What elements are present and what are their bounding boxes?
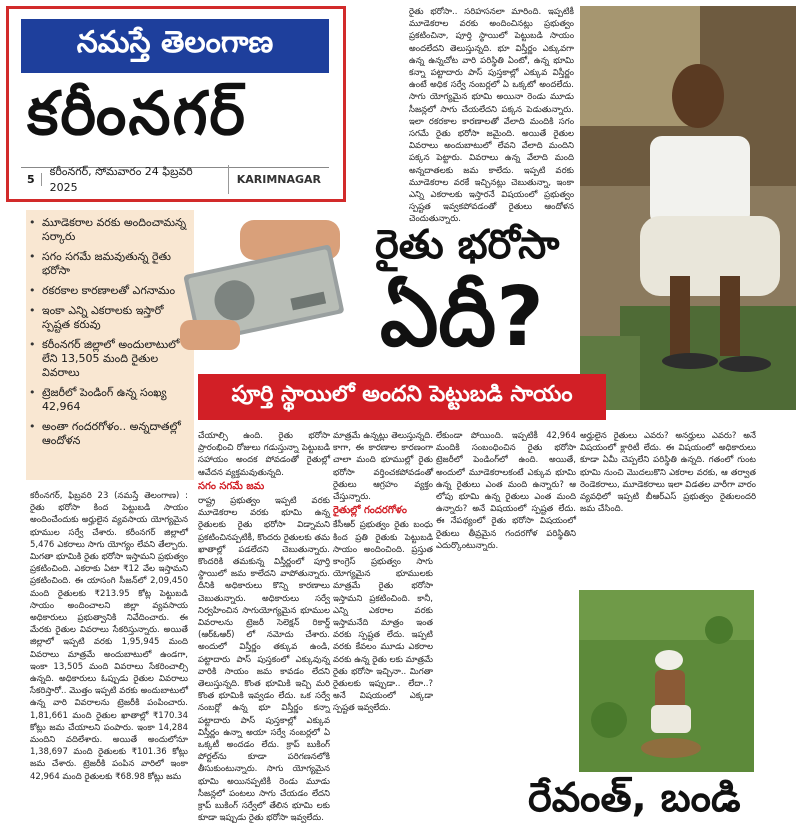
article-column-4: లేకుండా పోయింది. ఇప్పటికీ 42,964 మందికి సంబంధించిన రైతు భరోసా ట్రెజరీలో పెండింగ్‌లో ఉంది. అయితే, అందులో మూడెకరాలకంటే ఎక్కువ భూమి ఉన్న రైతులు ఎంత మంది ఉన్నారు? ఆ లోపు భూమి ఉన్న రైతులు ఎంత మంది ఉన్నారు? అనే విషయంలో స్పష్టత లేదు. ఈ నేపథ్యంలో రైతు భరోసా విషయంలో రైతులు తీవ్రమైన గందరగోళ పరిస్థితిని ఎదుర్కొంటున్నారు. (436, 431, 576, 551)
highlight-item: • రకరకాల కారణాలతో ఎగనామం (40, 284, 188, 298)
article-column-2 (198, 430, 331, 824)
highlight-item: • సగం సగమే జమవుతున్న రైతు భరోసా (40, 250, 188, 278)
article-column-1: కరీంనగర్, ఫిబ్రవరి 23 (నమస్తే తెలంగాణ) : రైతు భరోసా కింద పెట్టుబడి సాయం అందించేందుకు అర్హులైన వ్యవసాయ యోగ్యమైన భూముల సర్వే చేశారు. కరీంనగర్ జిల్లాలో 5,476 ఎకరాలు సాగు యోగ్యం లేవని తేల్చారు. మిగతా భూమికి రైతు భరోసా ఇస్తామని ప్రభుత్వం ప్రకటించింది. ఎకరాకు ఏటా ₹12 వేల ఇస్తామని ప్రకటించింది. ఈ యాసంగి సీజన్‌లో 2,09,450 మంది రైతులకు ₹213.95 కోట్ల పెట్టుబడి సాయం అందించాలని జిల్లా వ్యవసాయ అధికారులు ప్రభుత్వానికి నివేదించారు. ఈ మేరకు రైతుల వివరాలు సేకరిస్తున్నారు. అయితే జిల్లాలో ఇప్పటి వరకు 1,95,945 మంది వివరాలు మాత్రమే అందుబాటులో ఉండగా, ఇంకా 13,505 మంది వివరాలు సేకరించాల్సి ఉన్నది. అధికారులు ఓప్పుడు రైతుల వివరాలు సేకరిస్తారో.. మొత్తం ఇప్పటి వరకు అందుబాటులో ఉన్న వారి వివరాలను ట్రెజరీకి పంపించారు. 1,81,661 మంది రైతుల ఖాతాల్లో ₹170.34 కోట్లు జమ చేయాలని పంపారు. ఇంకా 14,284 మందిని వదిలేశారు. అయితే అందులోనూ 1,38,697 మంది రైతులకు ₹101.36 కోట్లు జమ చేశారు. ట్రెజరీకి పంపిన వారిలో ఇంకా 42,964 మంది రైతులకు ₹68.98 కోట్లు జమ (30, 491, 188, 782)
field-photo (579, 590, 754, 772)
main-headline: ఏదీ? (380, 270, 544, 365)
section-subhead: రైతుల్లో గందరగోళం (333, 505, 407, 517)
headline-kicker: రైతు భరోసా (375, 222, 560, 268)
highlight-item: • మూడెకరాల వరకు అందించామన్న సర్కారు (40, 216, 188, 244)
masthead (6, 6, 346, 202)
section-subhead: సగం సగమే జమ (198, 480, 265, 492)
column-text: మాత్రమే ఉన్నట్లు తెలుస్తున్నది. కాగా, ఈ కారణాల కారణంగా చాలా మంది భూముల్లో రైతు భరోసా వర్తించకపోవడంతో రైతులు ఆగ్రహం వ్యక్తం చేస్తున్నారు. (333, 431, 433, 503)
dateline: కరీంనగర్, సోమవారం 24 ఫిబ్రవరి 2025 (42, 165, 229, 194)
article-column-5: అర్హులైన రైతులు ఎవరు? అనర్హులు ఎవరు? అనే విషయంలో క్లారిటీ లేదు. ఈ విషయంలో అధికారులు కూడా ఏమీ చెప్పలేని పరిస్థితి ఉన్నది. గతంలో గుంట భూమి నుంచి మొదలుకొని ఎకరాల వరకు, ఆ తర్వాత రెండెకరాలు, మూడెకరాలు ఇలా విడతల వారీగా వారం వ్యవధిలో ఇప్పటి బీఆర్ఎస్ ప్రభుత్వం రైతులందరి జమ చేసింది. (580, 431, 756, 515)
highlights-box (26, 210, 194, 480)
column-text: కేసీఆర్ ప్రభుత్వం రైతు బంధు కింద ప్రతి రైతుకు పెట్టుబడి సాయం అందించింది. ప్రస్తుత కాంగ్రెస్ ప్రభుత్వం సాగు యోగ్యమైన భూములకు మాత్రమే రైతు భరోసా ఇస్తామని ప్రకటించింది. కానీ, ఎన్ని ఎకరాల వరకు ఇస్తామనేది మాత్రం ఇంత వరకు స్పష్టత లేదు. ఇప్పటి వరకు కేవలం మూడు ఎకరాల వరకు ఉన్న రైతు లకు మాత్రమే రైతు భరోసా ఇచ్చినా.. మిగతా రైతులకు ఇప్పుడా.. లేదా..? అనే విషయంలో ఎక్కడా స్పష్టత ఇవ్వలేదు. (333, 520, 433, 714)
highlight-item: • అంతా గందరగోళం.. అన్నదాతల్లో ఆందోళన (40, 420, 188, 448)
article-column-top: రైతు భరోసా.. సరిహసనలా మారింది. ఇప్పటికీ మూడెకరాల వరకు అందించినట్లు ప్రభుత్వం ప్రకటించినా, పూర్తి స్థాయిలో పెట్టుబడి సాయం అందలేదని తెలుస్తున్నది. భూ విస్తీర్ణం ఎక్కువగా ఉన్న ఉన్నచోట వారి పరిస్థితి ఏంటో, ఉన్న భూమి కన్నా పట్టాదారు పాస్ పుస్తకాల్లో ఎక్కువ విస్తీర్ణం ఉంటే అధిక సర్వే నంబర్లలో ఏ ఒక్కటో అందలేదు. సాగు యోగ్యమైన భూమి అయినా రెండు మూడు సీజన్లలో సాగు చేయలేదని పక్కన పెడుతున్నారు. ఇలా రకరకాల కారణాలతో వేలాది మందికి సగం సగమే రైతు భరోసా జమైంది. అయితే రైతుల వివరాలు అందుబాటులో లేవని వేలాది మందిని పక్కన పెట్టారు. వివరాలు ఉన్న వేలాది మంది అన్నదాతలకు జమ కాలేదు. ఇప్పటి వరకు మూడెకరాల వరకే ఇచ్చినట్లు చెబుతున్నా, ఇంకా ఎన్ని ఎకరాలకు ఇస్తారనే విషయంలో ప్రభుత్వం స్పష్టత ఇవ్వకపోవడంతో రైతులు ఆందోళన చెందుతున్నారు. (409, 7, 574, 225)
city-english: KARIMNAGAR (236, 173, 321, 186)
highlight-item: • ట్రెజరీలో పెండింగ్ ఉన్న సంఖ్య 42,964 (40, 386, 188, 414)
cash-photo (180, 220, 340, 360)
bottom-headline: రేవంత్, బండి (528, 775, 741, 821)
page-number: 5 (21, 173, 42, 186)
city-title: కరీంనగర్ (27, 79, 247, 149)
article-column-3 (333, 430, 433, 815)
subheadline-bar: పూర్తి స్థాయిలో అందని పెట్టుబడి సాయం (198, 374, 606, 420)
column-text: చేయాల్సి ఉంది. రైతు భరోసా ప్రారంభించి రోజులు గడుస్తున్నా పెట్టుబడి సహాయం అందక పోవడంతో రైతుల్లో ఆవేదన వ్యక్తమవుతున్నది. (198, 431, 330, 478)
highlight-item: • కరీంనగర్ జిల్లాలో అందులాటులో లేని 13,505 మంది రైతుల వివరాలు (40, 338, 188, 380)
paper-name: నమస్తే తెలంగాణ (21, 19, 329, 73)
column-text: రాష్ట్ర ప్రభుత్వం ఇప్పటి వరకు మూడెకరాల వరకు భూమి ఉన్న రైతులకు రైతు భరోసా విడ్నామని ప్రకటించినప్పటికీ, కొందరు రైతులకు తమ ఖాతాల్లో పడలేదని చెబుతున్నారు. కొందరికి తమకున్న విస్తీర్ణంలో పూర్తి స్థాయిలో జమ కాలేదని వాపోతున్నారు. దీనికి అధికారులు కొన్ని కారణాలు చెబుతున్నారు. అధికారులు సర్వే నిర్వహించిన సాగుయోగ్యమైన భూముల వివరాలను ట్రెజరీ సెలెక్షన్ రికార్డ్ (ఆర్ఓఆర్) లో నమోదు చేశారు. అందులో విస్తీర్ణం తక్కువ ఉండి, పట్టాదారు పాస్ పుస్తకంలో ఎక్కువున్న వారికి సాయం జమ కావడం లేదని తెలుస్తున్నది. కొంత భూమికి ఇచ్చి మరి కొంత భూమికి ఇవ్వడం లేదు. ఒక సర్వే నంబర్లో ఉన్న భూ విస్తీర్ణం కన్నా పట్టాదారు పాస్ పుస్తకాల్లో ఎక్కువ విస్తీర్ణం ఉన్నా అయా సర్వే నంబర్లలో ఏ ఒక్కటీ అందడం లేదు. క్రాప్ బుకింగ్ పోర్టల్‌ను కూడా పరిగణనలోకి తీసుకుంటున్నారు. సాగు యోగ్యమైన భూమి అయినప్పటికీ రెండు మూడు సీజన్లలో పంటలు సాగు చేయడం లేదని క్రాప్ బుకింగ్ సర్వేలో తేలిన భూమి లకు కూడా ఇప్పుడు రైతు భరోసా ఇవ్వలేదు. (198, 496, 331, 824)
farmer-photo (580, 6, 796, 410)
highlight-item: • ఇంకా ఎన్ని ఎకరాలకు ఇస్తారో స్పష్టత కరువు (40, 304, 188, 332)
dateline-bar (21, 165, 329, 194)
